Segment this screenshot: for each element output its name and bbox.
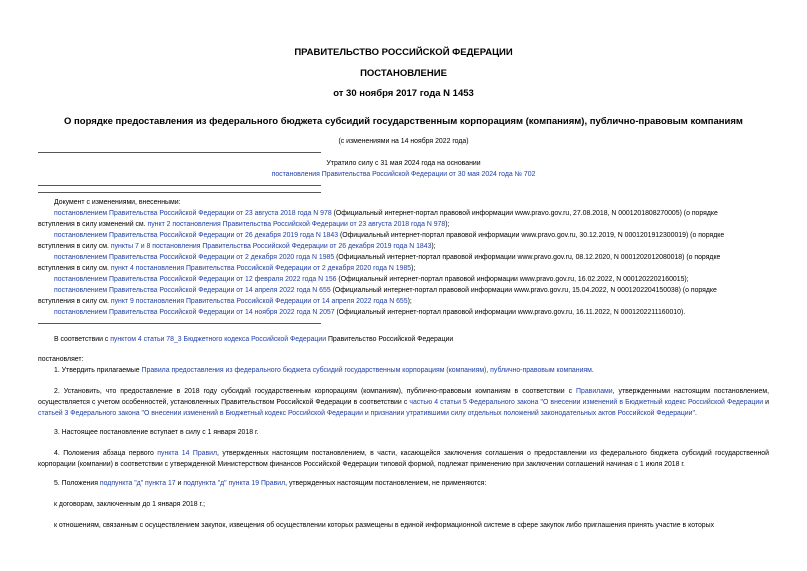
document-title: О порядке предоставления из федерального бюджета субсидий государственным корпорациям (компаниям), публично-правовым компаниям (64, 116, 743, 127)
divider (38, 192, 321, 193)
change-cont: вступления в силу см. (38, 265, 111, 272)
rules-link[interactable]: Правила предоставления из федерального бюджета субсидий государственным корпорациям (компаниям), публично-правовым компаниям (141, 367, 592, 374)
change-cont-end: ); (411, 265, 416, 272)
change-link[interactable]: постановлением Правительства Российской Федерации от 14 ноября 2022 года N 2057 (54, 309, 335, 316)
change-text: (Официальный интернет-портал правовой информации www.pravo.gov.ru, 30.12.2019, N 0001201912300019) (о порядке (338, 232, 725, 239)
divider (38, 323, 321, 324)
subpoint-17-link[interactable]: подпункта "д" пункта 17 (99, 480, 176, 487)
change-link[interactable]: постановлением Правительства Российской Федерации от 12 февраля 2022 года N 156 (54, 276, 337, 283)
change-cont-link[interactable]: пункты 7 и 8 постановления Правительства Российской Федерации от 26 декабря 2019 года N 1843 (110, 243, 432, 250)
subpoint-19-link[interactable]: подпункта "д" пункта 19 Правил (183, 480, 286, 487)
expiry-link-wrap (0, 169, 807, 180)
text: Правительство Российской Федерации (326, 336, 454, 343)
text: 4. Положения абзаца первого (54, 450, 158, 457)
paragraph-4 (38, 448, 769, 470)
changes-intro: Документ с изменениями, внесенными: (54, 199, 181, 206)
text: . (591, 367, 594, 374)
rules-link[interactable]: Правилами (576, 388, 613, 395)
change-cont: вступления в силу см. (38, 243, 111, 250)
text: 1. Утвердить прилагаемые (54, 367, 142, 374)
change-cont-link[interactable]: пункт 4 постановления Правительства Российской Федерации от 2 декабря 2020 года N 1985 (110, 265, 412, 272)
decides: постановляет: (38, 356, 84, 363)
change-cont: вступления в силу изменений см. (38, 221, 148, 228)
text: В соответствии с (54, 336, 111, 343)
expiry-line: Утратило силу с 31 мая 2024 года на основании (326, 160, 481, 167)
divider (38, 152, 321, 153)
change-text: (Официальный интернет-портал правовой информации www.pravo.gov.ru, 16.02.2022, N 0001202202160015); (336, 276, 689, 283)
paragraph-2 (38, 386, 769, 419)
change-link[interactable]: постановлением Правительства Российской Федерации от 2 декабря 2020 года N 1985 (54, 254, 335, 261)
divider (38, 185, 321, 186)
federal-law-link[interactable]: частью 4 статьи 5 Федерального закона "О внесении изменений в Бюджетный кодекс Российской Федерации (409, 399, 764, 406)
change-cont: вступления в силу см. (38, 298, 111, 305)
change-cont-link[interactable]: пункт 9 постановления Правительства Российской Федерации от 14 апреля 2022 года N 655 (110, 298, 408, 305)
paragraph-3: 3. Настоящее постановление вступает в силу с 1 января 2018 г. (54, 429, 259, 436)
change-link[interactable]: постановлением Правительства Российской Федерации от 23 августа 2018 года N 978 (54, 210, 332, 217)
budget-code-link[interactable]: пунктом 4 статьи 78_3 Бюджетного кодекса Российской Федерации (110, 336, 327, 343)
change-item (38, 208, 769, 318)
change-cont-end: ); (407, 298, 412, 305)
paragraph-basis (38, 334, 769, 345)
text: , утвержденных настоящим постановлением, не применяются: (285, 480, 487, 487)
text: , утвержденными настоящим постановлением, осуществляется с учетом особенностей, установленных Правительством Российской Федерации в соответствии с (38, 388, 769, 406)
federal-law-link[interactable]: статьей 3 Федерального закона "О внесении изменений в Бюджетный кодекс Российской Федерации и признании утратившими силу отдельных положений законодательных актов Российской Федерации" (38, 410, 695, 417)
text: и (763, 399, 769, 406)
expiry-link[interactable]: постановления Правительства Российской Федерации от 30 мая 2024 года № 702 (271, 171, 536, 178)
amended-note: (с изменениями на 14 ноября 2022 года) (338, 138, 469, 145)
paragraph-6: к договорам, заключенным до 1 января 2018 г.; (54, 501, 205, 508)
change-link[interactable]: постановлением Правительства Российской Федерации от 26 декабря 2019 года N 1843 (54, 232, 339, 239)
text: 5. Положения (54, 480, 100, 487)
text: . (694, 410, 697, 417)
text: и (175, 480, 184, 487)
change-cont-link[interactable]: пункт 2 постановления Правительства Российской Федерации от 23 августа 2018 года N 978 (147, 221, 446, 228)
change-cont-end: ); (431, 243, 436, 250)
government-heading: ПРАВИТЕЛЬСТВО РОССИЙСКОЙ ФЕДЕРАЦИИ (294, 47, 513, 58)
document-date-number: от 30 ноября 2017 года N 1453 (333, 88, 474, 99)
text: , утвержденных настоящим постановлением, в части, касающейся заключения соглашения о предоставлении из федерального бюджета субсидий государственной корпорации (компании) в соответствии с утвержденной Министерством финансов Российской Федерации типовой формой, подлежат применению при заключении соглашений начиная с 1 июля 2018 г. (38, 450, 769, 468)
paragraph-1 (38, 365, 769, 376)
change-text: (Официальный интернет-портал правовой информации www.pravo.gov.ru, 15.04.2022, N 0001202204150038) (о порядке (330, 287, 717, 294)
paragraph-7: к отношениям, связанным с осуществлением закупок, извещения об осуществлении которых размещены в единой информационной системе в сфере закупок либо приглашения принять участие в которых (54, 522, 715, 529)
text: 2. Установить, что предоставление в 2018 году субсидий государственным корпорациям (компаниям), публично-правовым компаниям в соответствии с (54, 388, 577, 395)
change-text: (Официальный интернет-портал правовой информации www.pravo.gov.ru, 16.11.2022, N 0001202211160010). (334, 309, 686, 316)
document-type: ПОСТАНОВЛЕНИЕ (360, 68, 447, 79)
change-cont-end: ); (445, 221, 450, 228)
point-14-link[interactable]: пункта 14 Правил (157, 450, 218, 457)
change-text: (Официальный интернет-портал правовой информации www.pravo.gov.ru, 27.08.2018, N 0001201808270005) (о порядке (331, 210, 718, 217)
change-text: (Официальный интернет-портал правовой информации www.pravo.gov.ru, 08.12.2020, N 0001202012080018) (о порядке (334, 254, 721, 261)
change-link[interactable]: постановлением Правительства Российской Федерации от 14 апреля 2022 года N 655 (54, 287, 331, 294)
paragraph-5 (38, 478, 769, 489)
